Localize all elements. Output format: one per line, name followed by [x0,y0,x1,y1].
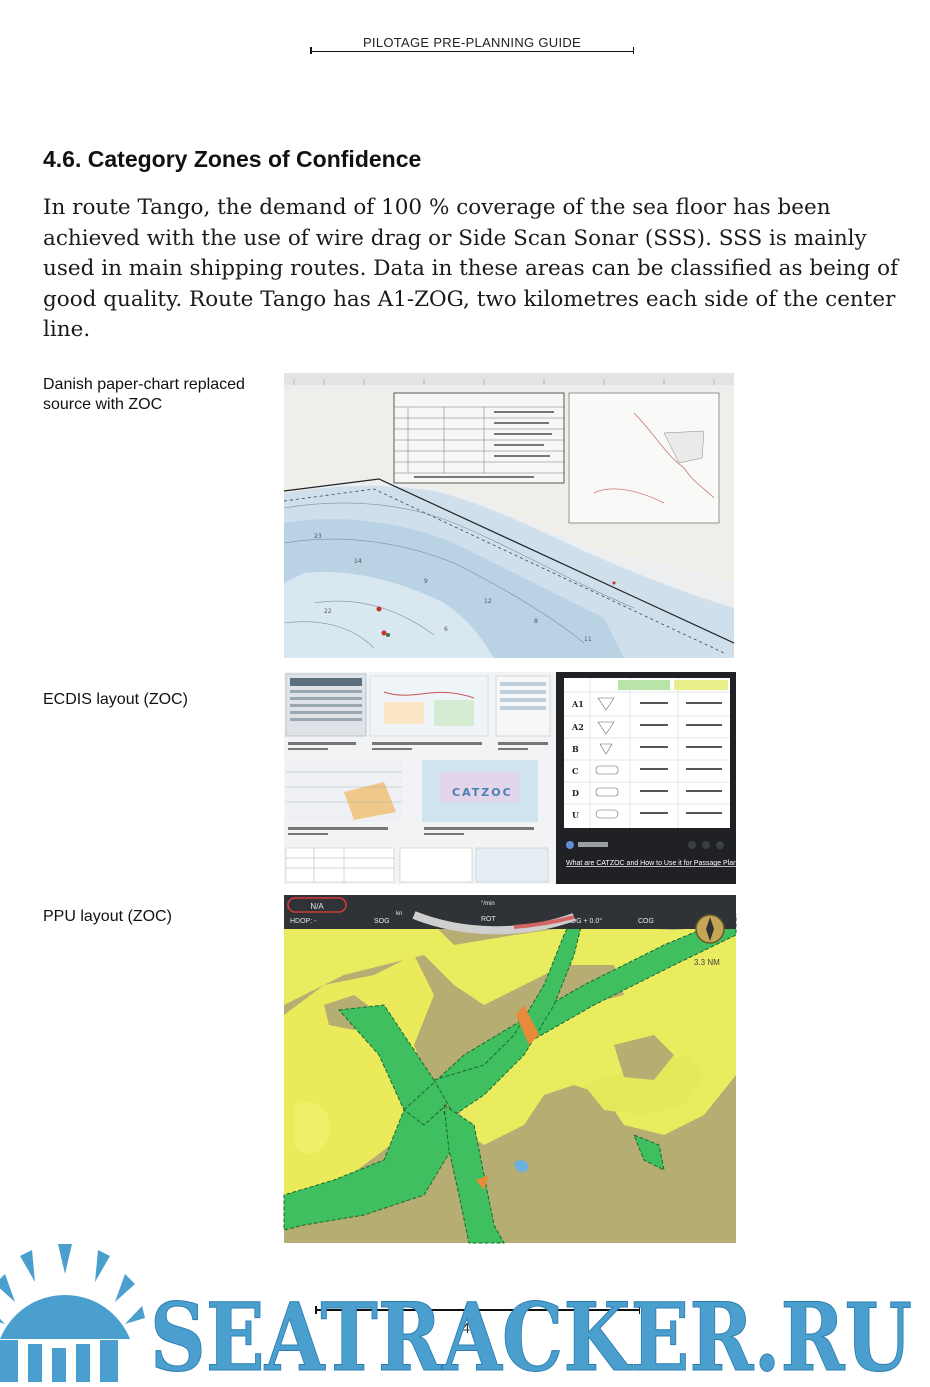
footer-rule [315,1309,640,1311]
svg-text:12: 12 [484,598,492,605]
zoc-row-a1: A1 [572,699,584,709]
caption-ppu: PPU layout (ZOC) [43,908,172,925]
ppu-range: 3.3 NM [694,958,720,967]
caption-paper-chart: Danish paper-chart replaced source with ZOC [43,376,245,413]
zoc-row-c: C [572,766,579,776]
svg-text:23: 23 [314,533,322,540]
ecdis-search-link: What are CATZOC and How to Use it for Passage Planning ... [566,860,759,867]
ppu-status: N/A [310,902,324,911]
paper-chart-image [284,373,734,658]
footer-rule-tick-right [639,1306,641,1314]
ppu-rot-unit: °/min [481,901,495,907]
caption-ecdis: ECDIS layout (ZOC) [43,691,188,708]
body-paragraph: In route Tango, the demand of 100 % coverage of the sea floor has been achieved with the use of wire drag or Side Scan Sonar (SSS). SSS is mainly used in main shipping routes. Data in these areas can be classified as being of good quality. Route Tango has A1-ZOG, two kilometres each side of the center line. [43,195,899,342]
zoc-row-d: D [572,788,579,798]
header-rule-tick-left [310,47,312,54]
section-heading: 4.6. Category Zones of Confidence [43,146,422,172]
svg-text:11: 11 [584,636,592,643]
running-header-title: PILOTAGE PRE-PLANNING GUIDE [362,35,582,50]
zoc-row-a2: A2 [572,722,584,732]
running-header [310,34,634,54]
ecdis-image [284,672,759,884]
footer-rule-tick-left [315,1306,317,1314]
header-rule [310,51,634,53]
zoc-row-u: U [572,810,579,820]
watermark-text: SEATRACKER.RU [150,1283,912,1387]
sun-logo-icon [0,1244,145,1382]
svg-text:8: 8 [534,618,538,625]
catzoc-tile-label: CATZOC [452,786,513,799]
watermark-logo [0,1244,930,1387]
ppu-sog-unit: kn [396,911,403,917]
page-number: 40 [461,1320,479,1337]
ppu-cog: COG [638,918,654,925]
ppu-rot: ROT [481,916,496,923]
svg-text:9: 9 [424,578,428,585]
svg-text:14: 14 [354,558,362,565]
ppu-sog: SOG [374,918,390,925]
ppu-hdop: HDOP: - [290,918,317,925]
header-rule-tick-right [633,47,635,54]
ppu-image [284,895,736,1243]
svg-text:22: 22 [324,608,332,615]
zoc-row-b: B [572,744,579,754]
ppu-hdg: HDG + 0.0° [566,918,603,925]
svg-text:6: 6 [444,626,448,633]
